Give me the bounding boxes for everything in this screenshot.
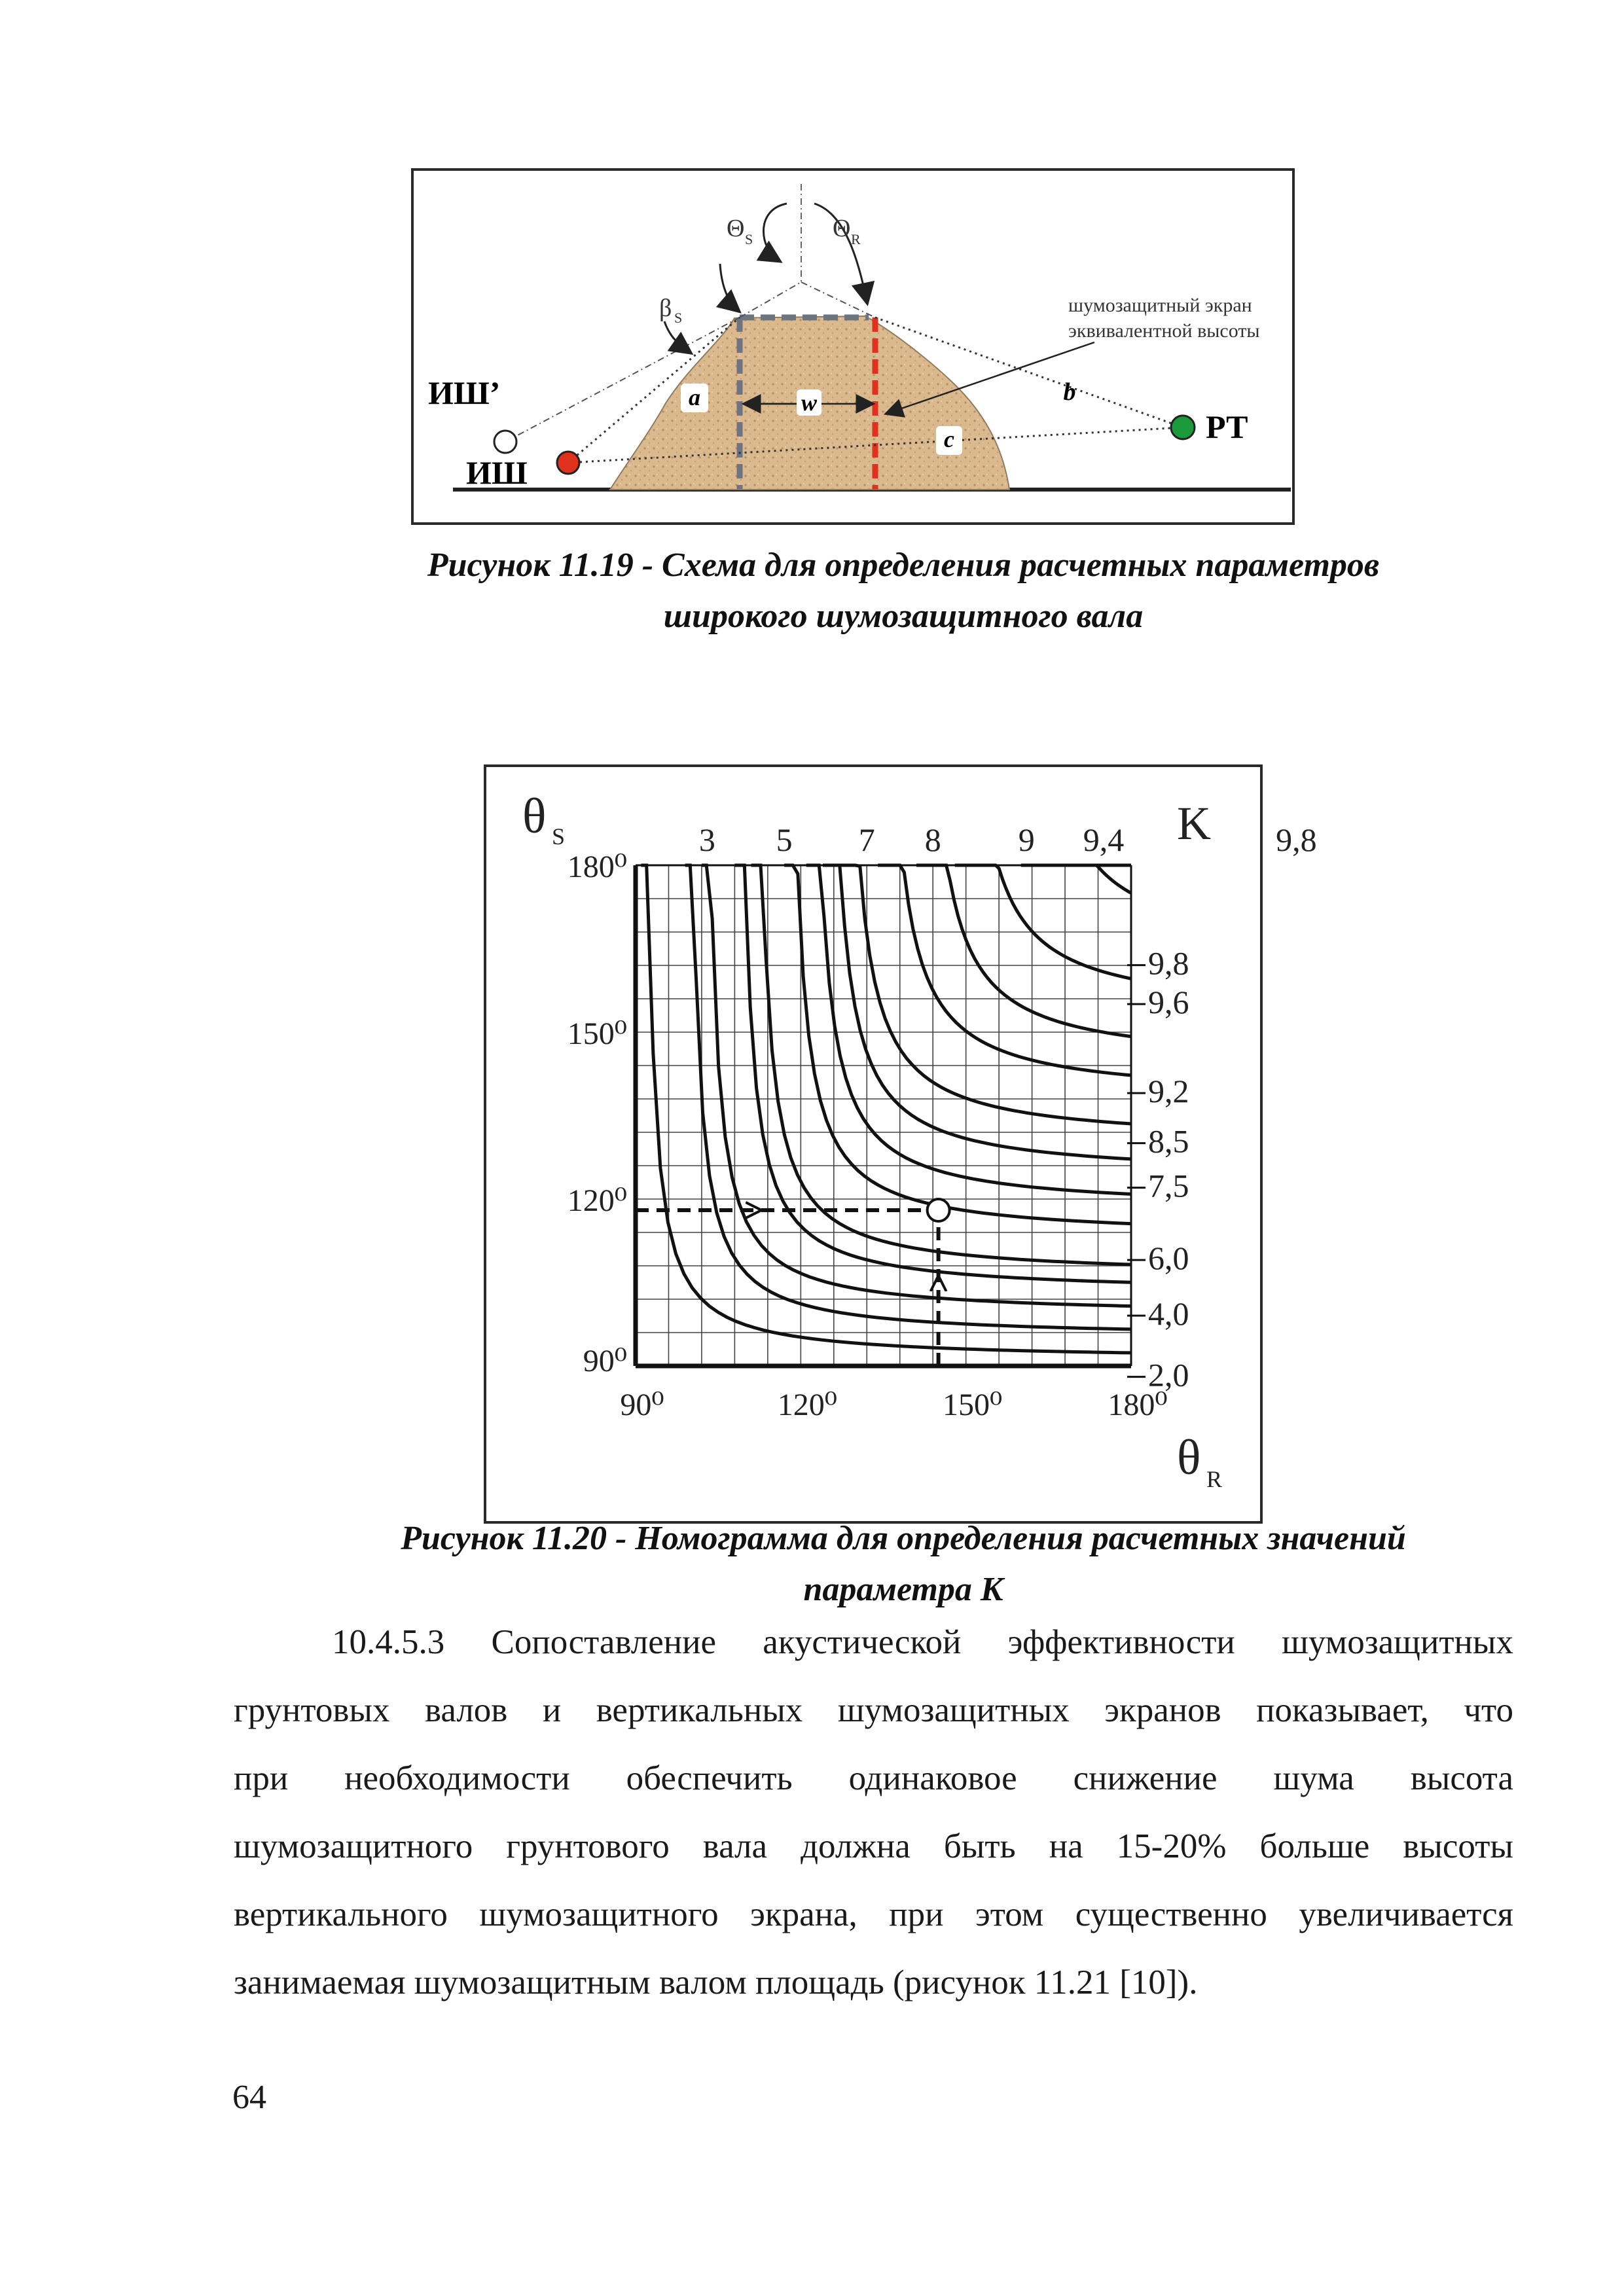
nomogram-chart [486,767,1317,1521]
k-curve-9-6 [1021,865,1131,893]
label-theta-s-sub: S [745,231,753,247]
source-marker [557,452,579,474]
x-tick-label: 120⁰ [777,1388,837,1422]
figure-11-19-caption-line1: Рисунок 11.19 - Схема для определения расчетных параметров [427,547,1380,584]
nomogram-curves [641,865,1131,1353]
x-axis-title-sub: R [1206,1466,1223,1492]
page-number: 64 [232,2079,266,2116]
label-source: ИШ [466,454,528,491]
screen-note-line1: шумозащитный экран [1068,295,1252,316]
label-theta-r: Θ [833,215,851,242]
label-theta-s: Θ [727,215,745,242]
y-axis-title: θ [522,789,547,844]
paragraph-line-3: при необходимости обеспечить одинаковое снижение шума высота [234,1759,1513,1797]
y-tick-label: 180⁰ [567,850,627,884]
theta-s-arrow [763,204,787,260]
beta-s-arrow-1 [720,264,737,310]
k-axis-title: K [1177,797,1211,850]
label-beta-s: β [659,295,672,322]
k-curve-3 [685,865,1131,1329]
label-a: a [689,384,700,410]
mirror-source-marker [494,431,516,453]
nomogram-labels [522,789,1317,1492]
right-k-label: 8,5 [1148,1122,1189,1160]
figure-11-20-frame [484,764,1317,1524]
receiver-marker [1171,416,1195,439]
top-k-label: 7 [858,821,875,858]
paragraph-line-5: вертикального шумозащитного экрана, при этом существенно увеличивается [234,1895,1513,1933]
right-k-label: 9,2 [1148,1073,1189,1110]
top-k-label: 9,8 [1276,821,1317,858]
right-k-label: 4,0 [1148,1295,1189,1333]
top-k-label: 9 [1018,821,1035,858]
label-source-mirror: ИШ’ [428,374,501,411]
label-w: w [801,389,818,416]
k-curve-8 [823,865,1131,1159]
right-k-label: 6,0 [1148,1240,1189,1277]
label-beta-s-sub: S [674,310,683,326]
paragraph-line-1: 10.4.5.3 Сопоставление акустической эффективности шумозащитных [332,1623,1513,1661]
k-curve-9 [878,865,1131,1075]
y-tick-label: 90⁰ [583,1344,627,1378]
x-axis-title: θ [1177,1430,1201,1485]
x-tick-label: 150⁰ [943,1388,1003,1422]
x-tick-label: 180⁰ [1108,1388,1168,1422]
example-point [928,1199,950,1221]
screen-note-line2: эквивалентной высоты [1068,320,1260,342]
right-k-label: 7,5 [1148,1167,1189,1204]
paragraph-line-2: грунтовых валов и вертикальных шумозащитных экранов показывает, что [234,1691,1513,1729]
k-curve-9-2 [916,865,1131,1037]
ray-top-extension [740,282,801,317]
x-tick-label: 90⁰ [620,1388,664,1422]
y-tick-label: 120⁰ [567,1183,627,1218]
body-paragraph [234,1608,1513,2017]
figure-11-20-caption [262,1513,1545,1615]
k-curve-9-4 [955,865,1131,978]
y-tick-label: 150⁰ [567,1016,627,1051]
nomogram-example [636,1199,950,1366]
top-k-label: 9,4 [1083,821,1125,858]
figure-11-19-caption-line2: широкого шумозащитного вала [663,598,1144,635]
y-axis-title-sub: S [552,823,566,850]
right-k-label: 2,0 [1148,1356,1189,1393]
figure-11-20-caption-line1: Рисунок 11.20 - Номограмма для определения расчетных значений [401,1520,1406,1557]
label-c: c [944,426,954,452]
paragraph-line-6: занимаемая шумозащитным валом площадь (рисунок 11.21 [10]). [234,1964,1198,2001]
label-b: b [1063,378,1076,406]
figure-11-19-caption [262,540,1545,642]
top-k-label: 8 [924,821,941,858]
label-theta-r-sub: R [851,231,861,247]
label-receiver: РТ [1206,408,1248,445]
figure-11-20-caption-line2: параметра K [803,1571,1003,1608]
figure-11-19-frame [411,168,1295,525]
paragraph-line-4: шумозащитного грунтового вала должна быть на 15-20% больше высоты [234,1827,1513,1865]
top-k-label: 5 [776,821,793,858]
right-k-label: 9,6 [1148,984,1189,1021]
top-k-label: 3 [698,821,715,858]
embankment-diagram [414,171,1292,522]
right-k-label: 9,8 [1148,944,1189,982]
